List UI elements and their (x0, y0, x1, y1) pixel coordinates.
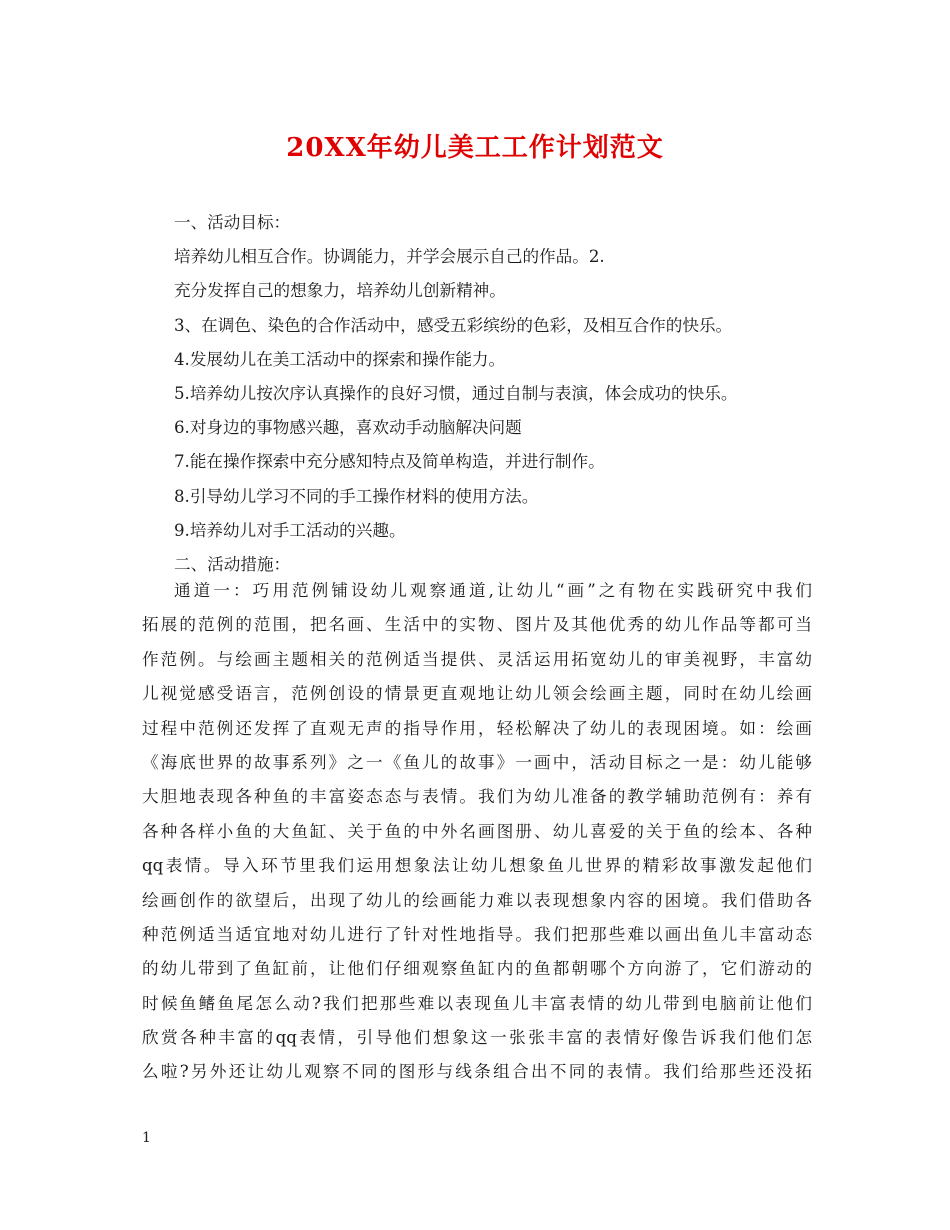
paragraph-line: 过程中范例还发挥了直观无声的指导作用，轻松解决了幼儿的表现困境。如：绘画 (142, 718, 812, 738)
list-line: 充分发挥自己的想象力，培养幼儿创新精神。 (174, 281, 506, 301)
list-line: 培养幼儿相互合作。协调能力，并学会展示自己的作品。2. (174, 247, 605, 267)
list-line: 4.发展幼儿在美工活动中的探索和操作能力。 (174, 349, 506, 369)
paragraph-line: 欣赏各种丰富的qq表情，引导他们想象这一张张丰富的表情好像告诉我们他们怎 (142, 1028, 812, 1048)
paragraph-line: 通道一：巧用范例铺设幼儿观察通道,让幼儿“画”之有物在实践研究中我们 (174, 581, 812, 600)
paragraph-line: 各种各样小鱼的大鱼缸、关于鱼的中外名画图册、幼儿喜爱的关于鱼的绘本、各种 (142, 821, 812, 841)
page-number: 1 (142, 1130, 151, 1146)
list-line: 6.对身边的事物感兴趣，喜欢动手动脑解决问题 (174, 418, 522, 438)
list-line: 5.培养幼儿按次序认真操作的良好习惯，通过自制与表演，体会成功的快乐。 (174, 383, 738, 403)
paragraph-line: 儿视觉感受语言，范例创设的情景更直观地让幼儿领会绘画主题，同时在幼儿绘画 (142, 684, 812, 704)
list-line: 一、活动目标： (174, 213, 291, 232)
paragraph-line: 么啦?另外还让幼儿观察不同的图形与线条组合出不同的表情。我们给那些还没拓 (142, 1062, 812, 1082)
document-title: 20XX年幼儿美工工作计划范文 (286, 133, 664, 163)
list-line: 9.培养幼儿对手工活动的兴趣。 (174, 520, 406, 540)
paragraph-line: 的幼儿带到了鱼缸前，让他们仔细观察鱼缸内的鱼都朝哪个方向游了，它们游动的 (142, 959, 812, 979)
list-line: 3、在调色、染色的合作活动中，感受五彩缤纷的色彩，及相互合作的快乐。 (174, 315, 733, 335)
list-line: 二、活动措施： (174, 554, 291, 574)
list-line: 7.能在操作探索中充分感知特点及简单构造，并进行制作。 (174, 452, 605, 472)
measures-paragraph (142, 574, 812, 1090)
paragraph-line: qq表情。导入环节里我们运用想象法让幼儿想象鱼儿世界的精彩故事激发起他们 (142, 856, 812, 876)
paragraph-line: 种范例适当适宜地对幼儿进行了针对性地指导。我们把那些难以画出鱼儿丰富动态 (142, 924, 812, 944)
paragraph-line: 拓展的范例的范围，把名画、生活中的实物、图片及其他优秀的幼儿作品等都可当 (142, 615, 812, 635)
paragraph-line: 绘画创作的欲望后，出现了幼儿的绘画能力难以表现想象内容的困境。我们借助各 (142, 890, 812, 910)
paragraph-line: 作范例。与绘画主题相关的范例适当提供、灵活运用拓宽幼儿的审美视野，丰富幼 (142, 649, 812, 669)
paragraph-line: 时候鱼鳍鱼尾怎么动?我们把那些难以表现鱼儿丰富表情的幼儿带到电脑前让他们 (142, 993, 812, 1013)
list-line: 8.引导幼儿学习不同的手工操作材料的使用方法。 (174, 486, 539, 506)
objectives-list (142, 206, 822, 582)
paragraph-line: 大胆地表现各种鱼的丰富姿态态与表情。我们为幼儿准备的教学辅助范例有：养有 (142, 787, 812, 807)
paragraph-line: 《海底世界的故事系列》之一《鱼儿的故事》一画中，活动目标之一是：幼儿能够 (142, 752, 812, 772)
